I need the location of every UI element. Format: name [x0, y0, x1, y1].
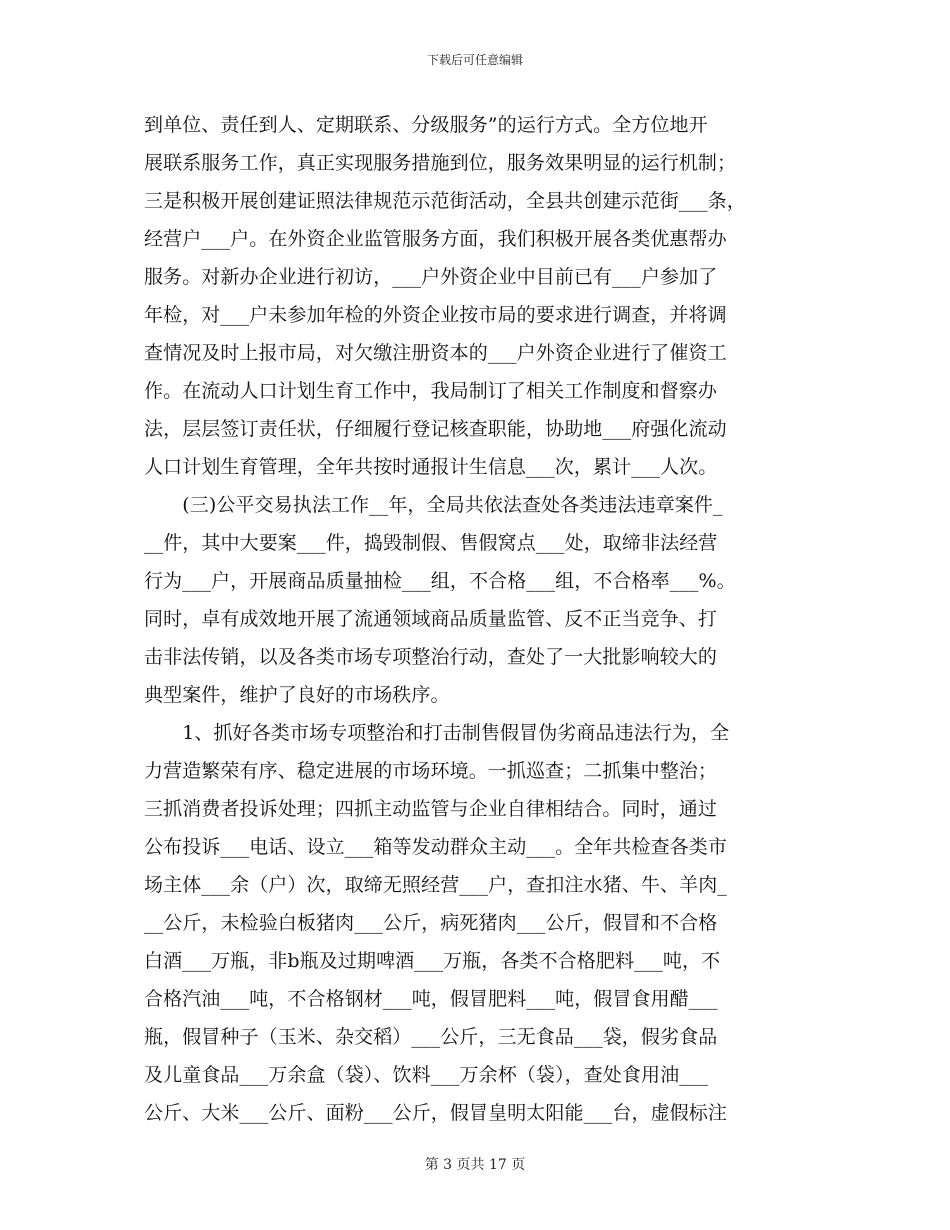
- text-line: 瓶，假冒种子（玉米、杂交稻）___公斤，三无食品___袋，假劣食品: [144, 1026, 718, 1048]
- document-body: [144, 106, 824, 1132]
- text-line: 场主体___余（户）次，取缔无照经营___户，查扣注水猪、牛、羊肉_: [144, 874, 727, 896]
- text-line: 公布投诉___电话、设立___箱等发动群众主动___。全年共检查各类市: [144, 836, 728, 858]
- text-line: 到单位、责任到人、定期联系、分级服务”的运行方式。全方位地开: [144, 114, 708, 136]
- text-line: 人口计划生育管理，全年共按时通报计生信息___次，累计___人次。: [144, 456, 718, 478]
- page-footer: 第 3 页共 17 页: [424, 1157, 526, 1173]
- text-line: 力营造繁荣有序、稳定进展的市场环境。一抓巡查；二抓集中整治；: [144, 760, 718, 782]
- text-line: 作。在流动人口计划生育工作中，我局制订了相关工作制度和督察办: [144, 380, 718, 402]
- text-line: __公斤，未检验白板猪肉___公斤，病死猪肉___公斤，假冒和不合格: [144, 912, 718, 934]
- text-line: 三抓消费者投诉处理；四抓主动监管与企业自律相结合。同时，通过: [144, 798, 718, 820]
- text-line: 查情况及时上报市局，对欠缴注册资本的___户外资企业进行了催资工: [144, 342, 727, 364]
- text-line: (三)公平交易执法工作__年，全局共依法查处各类违法违章案件_: [144, 494, 723, 516]
- text-line: 白酒___万瓶，非b瓶及过期啤酒___万瓶，各类不合格肥料___吨，不: [144, 950, 721, 972]
- text-line: 法，层层签订责任状，仔细履行登记核查职能，协助地___府强化流动: [144, 418, 727, 440]
- text-line: 典型案件，维护了良好的市场秩序。: [144, 684, 450, 706]
- text-line: 经营户___户。在外资企业监管服务方面，我们积极开展各类优惠帮办: [144, 228, 727, 250]
- text-line: __件，其中大要案___件，捣毁制假、售假窝点___处，取缔非法经营: [144, 532, 718, 554]
- text-line: 三是积极开展创建证照法律规范示范街活动，全县共创建示范街___条，: [144, 190, 746, 212]
- text-line: 行为___户，开展商品质量抽检___组，不合格___组，不合格率___%。: [144, 570, 736, 592]
- text-line: 年检，对___户未参加年检的外资企业按市局的要求进行调查，并将调: [144, 304, 727, 326]
- text-line: 服务。对新办企业进行初访，___户外资企业中目前已有___户参加了: [144, 266, 718, 288]
- page-header: 下载后可任意编辑: [426, 53, 523, 67]
- text-line: 击非法传销，以及各类市场专项整治行动，查处了一大批影响较大的: [144, 646, 718, 668]
- text-line: 1、抓好各类市场专项整治和打击制售假冒伪劣商品违法行为，全: [144, 722, 730, 744]
- text-line: 合格汽油___吨，不合格钢材___吨，假冒肥料___吨，假冒食用醋___: [144, 988, 718, 1010]
- text-line: 及儿童食品___万余盒（袋）、饮料___万余杯（袋），查处食用油___: [144, 1064, 709, 1086]
- text-line: 展联系服务工作，真正实现服务措施到位，服务效果明显的运行机制；: [144, 152, 737, 174]
- text-line: 同时，卓有成效地开展了流通领域商品质量监管、反不正当竞争、打: [144, 608, 718, 630]
- text-line: 公斤、大米___公斤、面粉___公斤，假冒皇明太阳能___台，虚假标注: [144, 1102, 728, 1124]
